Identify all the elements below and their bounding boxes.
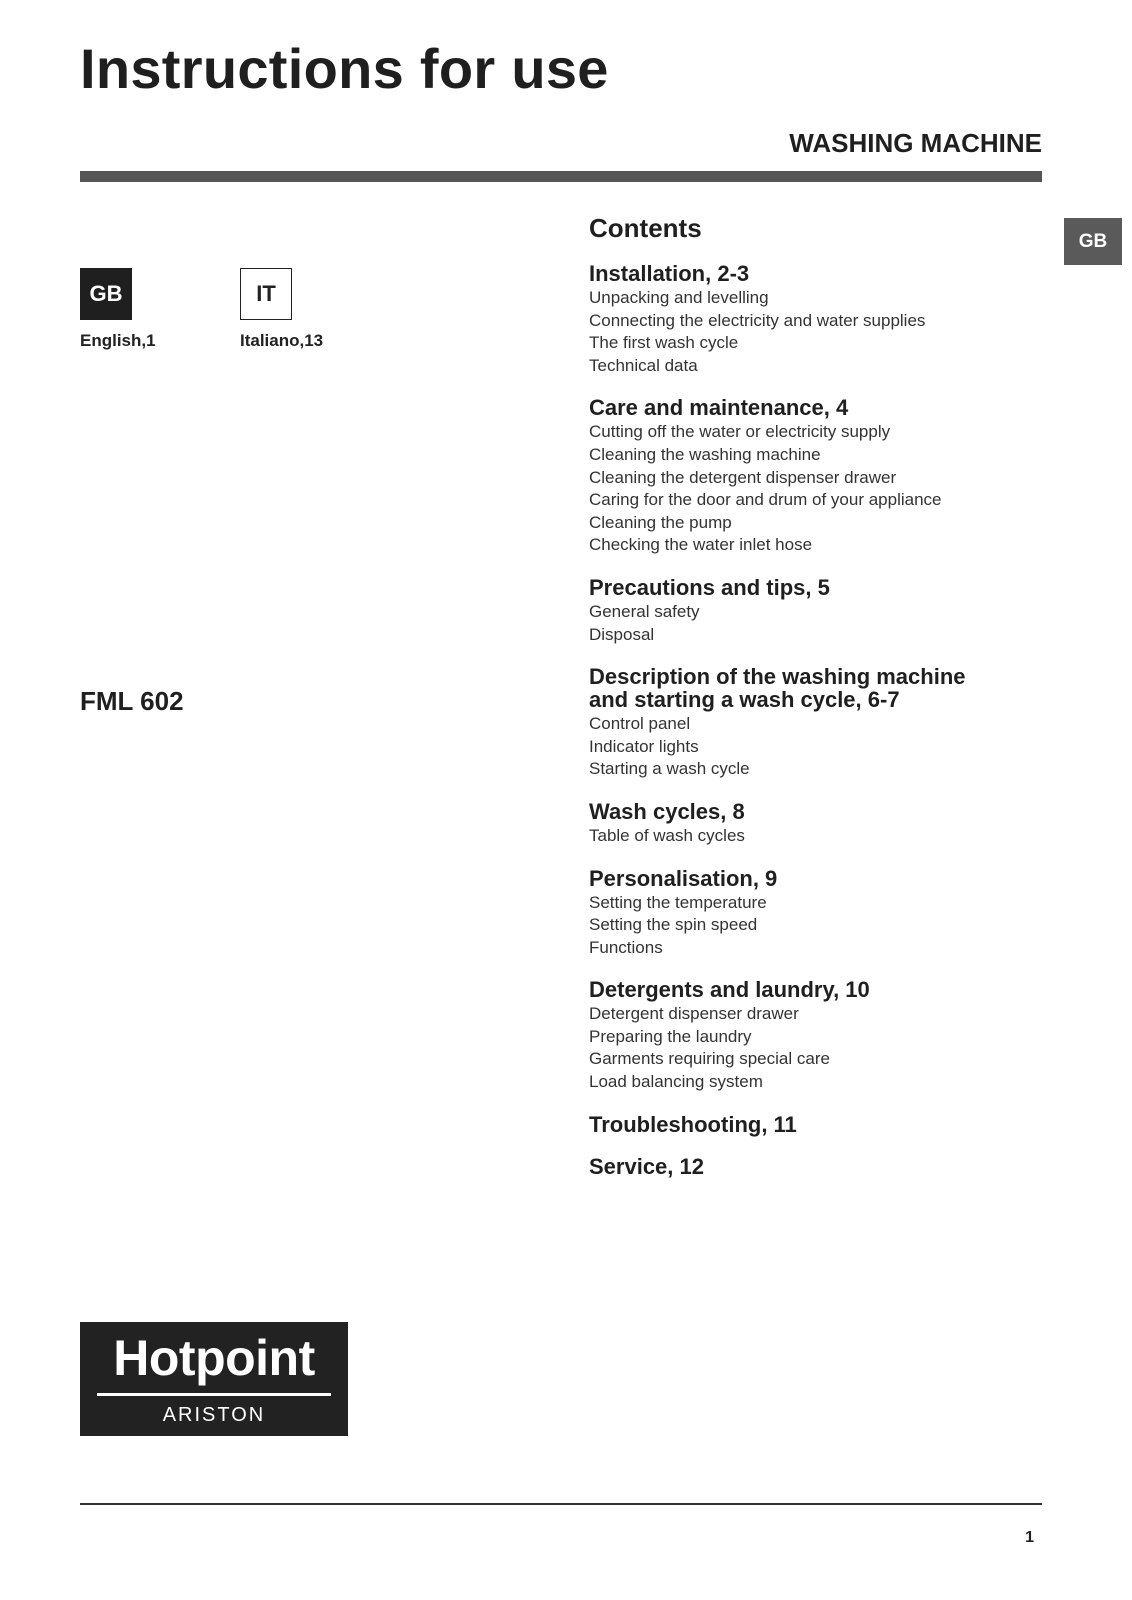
toc-section: [589, 262, 1059, 377]
toc-item: Disposal: [589, 624, 655, 644]
toc-item: Setting the spin speed: [589, 915, 758, 935]
toc-item: Cleaning the detergent dispenser drawer: [589, 467, 897, 487]
toc-item: General safety: [589, 601, 700, 621]
table-of-contents: [589, 262, 1059, 1197]
hotpoint-ariston-logo: [80, 1322, 348, 1436]
toc-section: [589, 576, 1059, 646]
logo-brand-text: Hotpoint: [113, 1330, 315, 1386]
toc-item: Load balancing system: [589, 1072, 763, 1092]
toc-item: Caring for the door and drum of your appliance: [589, 490, 942, 510]
toc-item: Detergent dispenser drawer: [589, 1004, 799, 1024]
toc-item: Garments requiring special care: [589, 1049, 830, 1069]
toc-item: Table of wash cycles: [589, 825, 745, 845]
toc-item: Starting a wash cycle: [589, 759, 750, 779]
toc-item: Cleaning the pump: [589, 512, 732, 532]
language-side-tab: GB: [1064, 218, 1122, 265]
toc-section-title: Service, 12: [589, 1153, 704, 1179]
logo-divider: [97, 1393, 331, 1396]
toc-section-title: Precautions and tips, 5: [589, 574, 830, 600]
toc-section: [589, 665, 1059, 781]
toc-section-title: Wash cycles, 8: [589, 798, 745, 824]
product-type: WASHING MACHINE: [789, 128, 1042, 158]
page-number: 1: [1025, 1529, 1034, 1546]
toc-item: Cleaning the washing machine: [589, 444, 821, 464]
language-label-english: English,1: [80, 331, 156, 350]
toc-item: Technical data: [589, 355, 698, 375]
toc-item: Setting the temperature: [589, 892, 767, 912]
model-number: FML 602: [80, 686, 184, 716]
toc-section-title: Troubleshooting, 11: [589, 1111, 797, 1137]
language-badge-it: IT: [240, 268, 292, 320]
toc-section: [589, 800, 1059, 848]
toc-item: Checking the water inlet hose: [589, 535, 813, 555]
toc-section-title: Care and maintenance, 4: [589, 395, 849, 421]
footer-divider: [80, 1503, 1042, 1505]
language-badge-gb: GB: [80, 268, 132, 320]
language-label-italiano: Italiano,13: [240, 331, 324, 350]
toc-item: The first wash cycle: [589, 333, 739, 353]
header-divider: [80, 171, 1042, 182]
toc-item: Indicator lights: [589, 736, 699, 756]
toc-section-title: Description of the washing machine and starting a wash cycle, 6-7: [589, 664, 966, 713]
toc-section: [589, 867, 1059, 960]
toc-item: Functions: [589, 937, 663, 957]
toc-section-title: Installation, 2-3: [589, 261, 750, 286]
toc-section: [589, 1113, 1059, 1136]
toc-item: Cutting off the water or electricity supply: [589, 422, 891, 442]
toc-section-title: Detergents and laundry, 10: [589, 977, 870, 1003]
toc-section-title: Personalisation, 9: [589, 865, 778, 891]
toc-item: Control panel: [589, 714, 691, 734]
toc-item: Unpacking and levelling: [589, 288, 769, 307]
contents-heading: Contents: [589, 213, 702, 243]
toc-item: Connecting the electricity and water supplies: [589, 310, 926, 330]
logo-sub-text: ARISTON: [162, 1404, 266, 1426]
toc-section: [589, 396, 1059, 557]
toc-item: Preparing the laundry: [589, 1026, 752, 1046]
page-title: Instructions for use: [80, 37, 609, 100]
toc-section: [589, 1155, 1059, 1178]
toc-section: [589, 978, 1059, 1093]
